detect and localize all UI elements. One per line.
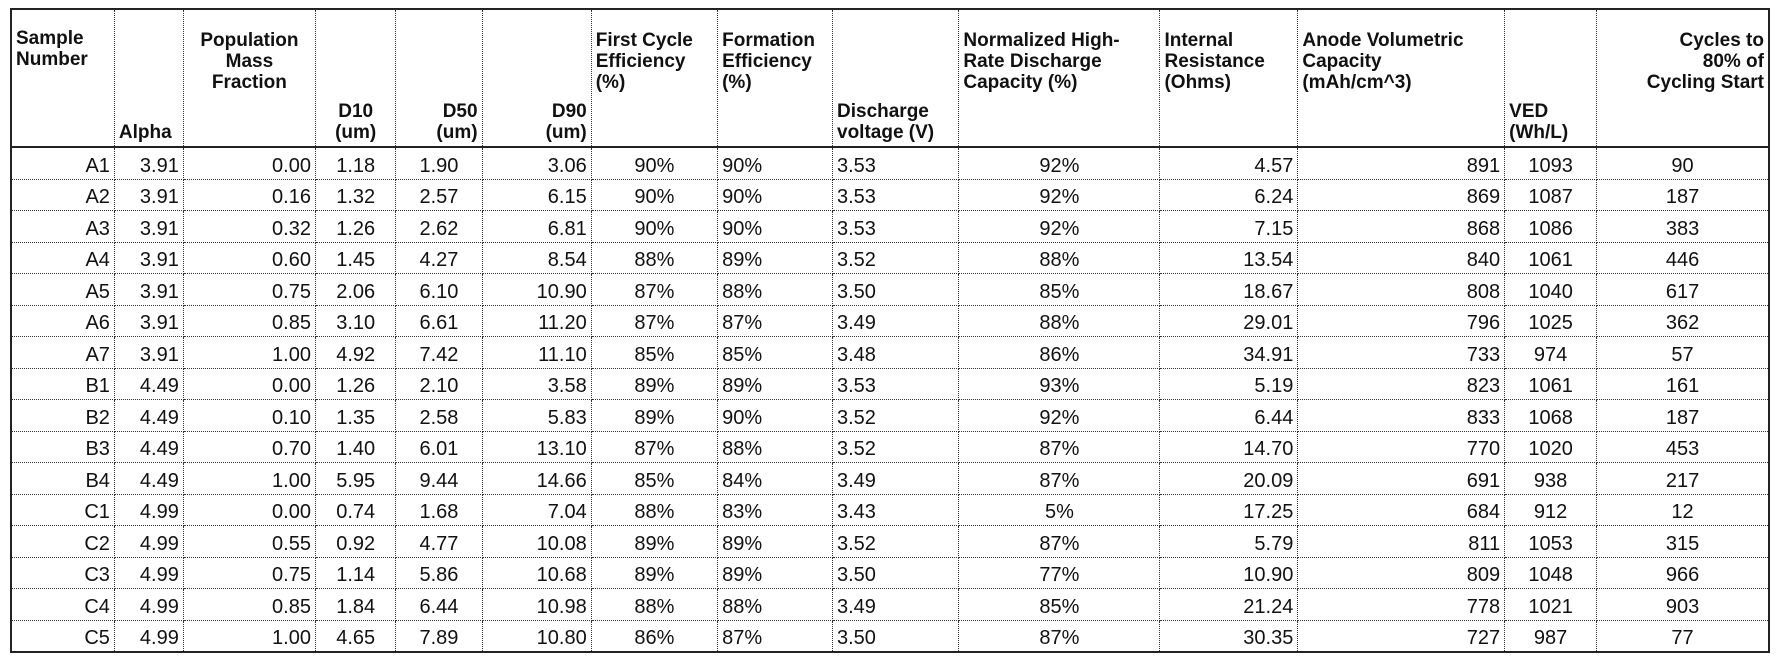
cell-anode-volumetric-capacity: 869 bbox=[1298, 179, 1505, 211]
cell-discharge-voltage: 3.50 bbox=[833, 620, 959, 652]
cell-first-cycle-efficiency: 90% bbox=[591, 179, 717, 211]
cell-population-mass-fraction: 0.16 bbox=[183, 179, 315, 211]
cell-cycles-to-80-percent: 187 bbox=[1597, 179, 1769, 211]
cell-anode-volumetric-capacity: 808 bbox=[1298, 274, 1505, 306]
cell-internal-resistance: 5.19 bbox=[1160, 368, 1298, 400]
cell-d10: 5.95 bbox=[315, 463, 395, 495]
data-table bbox=[10, 8, 1770, 653]
cell-cycles-to-80-percent: 446 bbox=[1597, 242, 1769, 274]
cell-d90: 10.68 bbox=[482, 557, 591, 589]
header-d10: D10 (um) bbox=[315, 9, 395, 147]
cell-alpha: 3.91 bbox=[114, 211, 183, 243]
cell-d50: 7.42 bbox=[396, 337, 482, 369]
cell-d90: 6.15 bbox=[482, 179, 591, 211]
cell-anode-volumetric-capacity: 684 bbox=[1298, 494, 1505, 526]
cell-d10: 0.74 bbox=[315, 494, 395, 526]
cell-alpha: 3.91 bbox=[114, 242, 183, 274]
table-row bbox=[11, 557, 1769, 589]
cell-alpha: 4.99 bbox=[114, 589, 183, 621]
cell-alpha: 4.99 bbox=[114, 557, 183, 589]
cell-d10: 2.06 bbox=[315, 274, 395, 306]
cell-normalized-high-rate-discharge-capacity: 77% bbox=[959, 557, 1160, 589]
cell-d90: 6.81 bbox=[482, 211, 591, 243]
cell-ved: 987 bbox=[1505, 620, 1597, 652]
table-row bbox=[11, 620, 1769, 652]
header-first-cycle-efficiency: First Cycle Efficiency (%) bbox=[591, 9, 717, 147]
cell-formation-efficiency: 83% bbox=[718, 494, 833, 526]
cell-formation-efficiency: 90% bbox=[718, 400, 833, 432]
header-d50: D50 (um) bbox=[396, 9, 482, 147]
cell-cycles-to-80-percent: 90 bbox=[1597, 147, 1769, 179]
cell-sample-number: A3 bbox=[11, 211, 114, 243]
cell-d90: 10.80 bbox=[482, 620, 591, 652]
cell-ved: 1048 bbox=[1505, 557, 1597, 589]
cell-discharge-voltage: 3.48 bbox=[833, 337, 959, 369]
cell-internal-resistance: 20.09 bbox=[1160, 463, 1298, 495]
cell-anode-volumetric-capacity: 823 bbox=[1298, 368, 1505, 400]
cell-discharge-voltage: 3.49 bbox=[833, 305, 959, 337]
cell-internal-resistance: 6.24 bbox=[1160, 179, 1298, 211]
cell-internal-resistance: 4.57 bbox=[1160, 147, 1298, 179]
cell-d10: 1.26 bbox=[315, 368, 395, 400]
cell-cycles-to-80-percent: 903 bbox=[1597, 589, 1769, 621]
cell-alpha: 3.91 bbox=[114, 179, 183, 211]
cell-d90: 14.66 bbox=[482, 463, 591, 495]
cell-internal-resistance: 14.70 bbox=[1160, 431, 1298, 463]
cell-normalized-high-rate-discharge-capacity: 92% bbox=[959, 179, 1160, 211]
cell-internal-resistance: 6.44 bbox=[1160, 400, 1298, 432]
cell-normalized-high-rate-discharge-capacity: 88% bbox=[959, 242, 1160, 274]
cell-sample-number: B2 bbox=[11, 400, 114, 432]
cell-formation-efficiency: 87% bbox=[718, 305, 833, 337]
cell-population-mass-fraction: 0.70 bbox=[183, 431, 315, 463]
table-row bbox=[11, 305, 1769, 337]
cell-ved: 1040 bbox=[1505, 274, 1597, 306]
table-container bbox=[10, 8, 1770, 653]
cell-first-cycle-efficiency: 89% bbox=[591, 526, 717, 558]
cell-d10: 3.10 bbox=[315, 305, 395, 337]
cell-discharge-voltage: 3.52 bbox=[833, 242, 959, 274]
cell-first-cycle-efficiency: 88% bbox=[591, 589, 717, 621]
cell-first-cycle-efficiency: 89% bbox=[591, 557, 717, 589]
cell-formation-efficiency: 89% bbox=[718, 557, 833, 589]
cell-d10: 1.14 bbox=[315, 557, 395, 589]
cell-ved: 1025 bbox=[1505, 305, 1597, 337]
cell-formation-efficiency: 90% bbox=[718, 147, 833, 179]
cell-ved: 1068 bbox=[1505, 400, 1597, 432]
cell-cycles-to-80-percent: 453 bbox=[1597, 431, 1769, 463]
cell-d10: 1.35 bbox=[315, 400, 395, 432]
cell-d50: 6.10 bbox=[396, 274, 482, 306]
cell-d50: 2.62 bbox=[396, 211, 482, 243]
table-body bbox=[11, 147, 1769, 652]
cell-discharge-voltage: 3.53 bbox=[833, 211, 959, 243]
cell-d50: 9.44 bbox=[396, 463, 482, 495]
cell-ved: 1087 bbox=[1505, 179, 1597, 211]
cell-population-mass-fraction: 0.75 bbox=[183, 274, 315, 306]
cell-normalized-high-rate-discharge-capacity: 87% bbox=[959, 463, 1160, 495]
cell-first-cycle-efficiency: 87% bbox=[591, 274, 717, 306]
cell-discharge-voltage: 3.50 bbox=[833, 557, 959, 589]
cell-formation-efficiency: 90% bbox=[718, 211, 833, 243]
cell-anode-volumetric-capacity: 868 bbox=[1298, 211, 1505, 243]
cell-normalized-high-rate-discharge-capacity: 85% bbox=[959, 589, 1160, 621]
header-internal-resistance: Internal Resistance (Ohms) bbox=[1160, 9, 1298, 147]
cell-d90: 3.58 bbox=[482, 368, 591, 400]
cell-alpha: 3.91 bbox=[114, 274, 183, 306]
cell-ved: 1020 bbox=[1505, 431, 1597, 463]
cell-discharge-voltage: 3.53 bbox=[833, 179, 959, 211]
table-row bbox=[11, 463, 1769, 495]
cell-discharge-voltage: 3.49 bbox=[833, 589, 959, 621]
header-anode-volumetric-capacity: Anode Volumetric Capacity (mAh/cm^3) bbox=[1298, 9, 1505, 147]
cell-ved: 1053 bbox=[1505, 526, 1597, 558]
cell-sample-number: B3 bbox=[11, 431, 114, 463]
cell-cycles-to-80-percent: 383 bbox=[1597, 211, 1769, 243]
cell-formation-efficiency: 89% bbox=[718, 526, 833, 558]
cell-discharge-voltage: 3.52 bbox=[833, 431, 959, 463]
cell-cycles-to-80-percent: 57 bbox=[1597, 337, 1769, 369]
cell-alpha: 4.49 bbox=[114, 368, 183, 400]
cell-discharge-voltage: 3.50 bbox=[833, 274, 959, 306]
cell-d10: 1.18 bbox=[315, 147, 395, 179]
cell-d90: 3.06 bbox=[482, 147, 591, 179]
cell-ved: 1086 bbox=[1505, 211, 1597, 243]
cell-ved: 912 bbox=[1505, 494, 1597, 526]
header-cycles-to-80-percent: Cycles to 80% of Cycling Start bbox=[1597, 9, 1769, 147]
cell-formation-efficiency: 84% bbox=[718, 463, 833, 495]
cell-population-mass-fraction: 0.32 bbox=[183, 211, 315, 243]
cell-d10: 1.45 bbox=[315, 242, 395, 274]
cell-d50: 2.10 bbox=[396, 368, 482, 400]
cell-d10: 1.26 bbox=[315, 211, 395, 243]
cell-alpha: 4.99 bbox=[114, 494, 183, 526]
cell-formation-efficiency: 85% bbox=[718, 337, 833, 369]
cell-discharge-voltage: 3.53 bbox=[833, 368, 959, 400]
cell-ved: 974 bbox=[1505, 337, 1597, 369]
cell-ved: 1021 bbox=[1505, 589, 1597, 621]
cell-d90: 10.98 bbox=[482, 589, 591, 621]
cell-sample-number: C3 bbox=[11, 557, 114, 589]
header-alpha: Alpha bbox=[114, 9, 183, 147]
cell-anode-volumetric-capacity: 770 bbox=[1298, 431, 1505, 463]
cell-sample-number: C1 bbox=[11, 494, 114, 526]
cell-d50: 5.86 bbox=[396, 557, 482, 589]
cell-d10: 4.92 bbox=[315, 337, 395, 369]
cell-discharge-voltage: 3.43 bbox=[833, 494, 959, 526]
cell-cycles-to-80-percent: 12 bbox=[1597, 494, 1769, 526]
cell-sample-number: A1 bbox=[11, 147, 114, 179]
header-normalized-high-rate-discharge-capacity: Normalized High- Rate Discharge Capacity (%) bbox=[959, 9, 1160, 147]
cell-first-cycle-efficiency: 88% bbox=[591, 242, 717, 274]
cell-d50: 4.27 bbox=[396, 242, 482, 274]
cell-first-cycle-efficiency: 90% bbox=[591, 147, 717, 179]
cell-normalized-high-rate-discharge-capacity: 93% bbox=[959, 368, 1160, 400]
table-row bbox=[11, 242, 1769, 274]
cell-sample-number: A4 bbox=[11, 242, 114, 274]
cell-population-mass-fraction: 0.60 bbox=[183, 242, 315, 274]
cell-cycles-to-80-percent: 187 bbox=[1597, 400, 1769, 432]
cell-d50: 1.90 bbox=[396, 147, 482, 179]
cell-normalized-high-rate-discharge-capacity: 85% bbox=[959, 274, 1160, 306]
cell-population-mass-fraction: 0.55 bbox=[183, 526, 315, 558]
cell-alpha: 3.91 bbox=[114, 305, 183, 337]
cell-alpha: 3.91 bbox=[114, 337, 183, 369]
header-population-mass-fraction: Population Mass Fraction bbox=[183, 9, 315, 147]
cell-d90: 11.20 bbox=[482, 305, 591, 337]
cell-internal-resistance: 30.35 bbox=[1160, 620, 1298, 652]
cell-population-mass-fraction: 0.10 bbox=[183, 400, 315, 432]
cell-internal-resistance: 29.01 bbox=[1160, 305, 1298, 337]
cell-sample-number: C5 bbox=[11, 620, 114, 652]
cell-cycles-to-80-percent: 161 bbox=[1597, 368, 1769, 400]
table-row bbox=[11, 337, 1769, 369]
cell-formation-efficiency: 89% bbox=[718, 242, 833, 274]
cell-normalized-high-rate-discharge-capacity: 92% bbox=[959, 400, 1160, 432]
cell-d10: 1.32 bbox=[315, 179, 395, 211]
cell-internal-resistance: 21.24 bbox=[1160, 589, 1298, 621]
cell-d50: 2.58 bbox=[396, 400, 482, 432]
cell-population-mass-fraction: 0.00 bbox=[183, 147, 315, 179]
cell-anode-volumetric-capacity: 733 bbox=[1298, 337, 1505, 369]
cell-normalized-high-rate-discharge-capacity: 87% bbox=[959, 620, 1160, 652]
header-sample-number: Sample Number bbox=[11, 9, 114, 147]
cell-normalized-high-rate-discharge-capacity: 88% bbox=[959, 305, 1160, 337]
cell-formation-efficiency: 89% bbox=[718, 368, 833, 400]
cell-d50: 7.89 bbox=[396, 620, 482, 652]
cell-internal-resistance: 17.25 bbox=[1160, 494, 1298, 526]
header-ved: VED (Wh/L) bbox=[1505, 9, 1597, 147]
table-row bbox=[11, 400, 1769, 432]
cell-cycles-to-80-percent: 617 bbox=[1597, 274, 1769, 306]
cell-internal-resistance: 18.67 bbox=[1160, 274, 1298, 306]
cell-d90: 8.54 bbox=[482, 242, 591, 274]
cell-formation-efficiency: 88% bbox=[718, 431, 833, 463]
cell-sample-number: A7 bbox=[11, 337, 114, 369]
cell-alpha: 4.99 bbox=[114, 620, 183, 652]
cell-anode-volumetric-capacity: 796 bbox=[1298, 305, 1505, 337]
cell-anode-volumetric-capacity: 840 bbox=[1298, 242, 1505, 274]
cell-alpha: 3.91 bbox=[114, 147, 183, 179]
cell-internal-resistance: 10.90 bbox=[1160, 557, 1298, 589]
cell-normalized-high-rate-discharge-capacity: 87% bbox=[959, 431, 1160, 463]
cell-sample-number: C2 bbox=[11, 526, 114, 558]
cell-ved: 1093 bbox=[1505, 147, 1597, 179]
header-d90: D90 (um) bbox=[482, 9, 591, 147]
table-row bbox=[11, 179, 1769, 211]
cell-sample-number: A5 bbox=[11, 274, 114, 306]
cell-d90: 13.10 bbox=[482, 431, 591, 463]
cell-formation-efficiency: 88% bbox=[718, 274, 833, 306]
cell-population-mass-fraction: 1.00 bbox=[183, 463, 315, 495]
cell-first-cycle-efficiency: 87% bbox=[591, 305, 717, 337]
cell-cycles-to-80-percent: 362 bbox=[1597, 305, 1769, 337]
cell-anode-volumetric-capacity: 809 bbox=[1298, 557, 1505, 589]
cell-population-mass-fraction: 0.85 bbox=[183, 305, 315, 337]
cell-discharge-voltage: 3.52 bbox=[833, 526, 959, 558]
cell-formation-efficiency: 87% bbox=[718, 620, 833, 652]
cell-d10: 1.40 bbox=[315, 431, 395, 463]
cell-population-mass-fraction: 0.00 bbox=[183, 494, 315, 526]
cell-d90: 5.83 bbox=[482, 400, 591, 432]
cell-discharge-voltage: 3.49 bbox=[833, 463, 959, 495]
cell-d50: 6.44 bbox=[396, 589, 482, 621]
header-discharge-voltage: Discharge voltage (V) bbox=[833, 9, 959, 147]
cell-d50: 4.77 bbox=[396, 526, 482, 558]
cell-cycles-to-80-percent: 77 bbox=[1597, 620, 1769, 652]
cell-sample-number: B4 bbox=[11, 463, 114, 495]
cell-discharge-voltage: 3.53 bbox=[833, 147, 959, 179]
cell-normalized-high-rate-discharge-capacity: 87% bbox=[959, 526, 1160, 558]
cell-d50: 6.01 bbox=[396, 431, 482, 463]
cell-discharge-voltage: 3.52 bbox=[833, 400, 959, 432]
cell-d50: 6.61 bbox=[396, 305, 482, 337]
cell-d50: 1.68 bbox=[396, 494, 482, 526]
header-formation-efficiency: Formation Efficiency (%) bbox=[718, 9, 833, 147]
cell-anode-volumetric-capacity: 727 bbox=[1298, 620, 1505, 652]
cell-alpha: 4.99 bbox=[114, 526, 183, 558]
table-row bbox=[11, 431, 1769, 463]
cell-population-mass-fraction: 0.85 bbox=[183, 589, 315, 621]
cell-cycles-to-80-percent: 217 bbox=[1597, 463, 1769, 495]
cell-first-cycle-efficiency: 89% bbox=[591, 400, 717, 432]
table-row bbox=[11, 494, 1769, 526]
cell-formation-efficiency: 88% bbox=[718, 589, 833, 621]
table-row bbox=[11, 211, 1769, 243]
cell-sample-number: B1 bbox=[11, 368, 114, 400]
table-row bbox=[11, 526, 1769, 558]
cell-d90: 7.04 bbox=[482, 494, 591, 526]
cell-normalized-high-rate-discharge-capacity: 92% bbox=[959, 147, 1160, 179]
cell-population-mass-fraction: 1.00 bbox=[183, 620, 315, 652]
table-row bbox=[11, 147, 1769, 179]
cell-first-cycle-efficiency: 86% bbox=[591, 620, 717, 652]
cell-internal-resistance: 13.54 bbox=[1160, 242, 1298, 274]
cell-formation-efficiency: 90% bbox=[718, 179, 833, 211]
cell-ved: 1061 bbox=[1505, 368, 1597, 400]
cell-internal-resistance: 5.79 bbox=[1160, 526, 1298, 558]
cell-d90: 10.90 bbox=[482, 274, 591, 306]
cell-d10: 4.65 bbox=[315, 620, 395, 652]
cell-normalized-high-rate-discharge-capacity: 5% bbox=[959, 494, 1160, 526]
cell-first-cycle-efficiency: 87% bbox=[591, 431, 717, 463]
cell-first-cycle-efficiency: 90% bbox=[591, 211, 717, 243]
cell-first-cycle-efficiency: 85% bbox=[591, 337, 717, 369]
cell-d10: 0.92 bbox=[315, 526, 395, 558]
cell-alpha: 4.49 bbox=[114, 431, 183, 463]
cell-first-cycle-efficiency: 88% bbox=[591, 494, 717, 526]
cell-d50: 2.57 bbox=[396, 179, 482, 211]
cell-d90: 11.10 bbox=[482, 337, 591, 369]
cell-population-mass-fraction: 0.00 bbox=[183, 368, 315, 400]
cell-normalized-high-rate-discharge-capacity: 92% bbox=[959, 211, 1160, 243]
cell-ved: 938 bbox=[1505, 463, 1597, 495]
cell-ved: 1061 bbox=[1505, 242, 1597, 274]
table-row bbox=[11, 274, 1769, 306]
cell-anode-volumetric-capacity: 891 bbox=[1298, 147, 1505, 179]
cell-sample-number: A2 bbox=[11, 179, 114, 211]
cell-first-cycle-efficiency: 85% bbox=[591, 463, 717, 495]
cell-internal-resistance: 7.15 bbox=[1160, 211, 1298, 243]
cell-population-mass-fraction: 1.00 bbox=[183, 337, 315, 369]
cell-sample-number: C4 bbox=[11, 589, 114, 621]
cell-anode-volumetric-capacity: 691 bbox=[1298, 463, 1505, 495]
table-row bbox=[11, 368, 1769, 400]
cell-internal-resistance: 34.91 bbox=[1160, 337, 1298, 369]
cell-cycles-to-80-percent: 315 bbox=[1597, 526, 1769, 558]
cell-alpha: 4.49 bbox=[114, 400, 183, 432]
cell-normalized-high-rate-discharge-capacity: 86% bbox=[959, 337, 1160, 369]
table-row bbox=[11, 589, 1769, 621]
header-row bbox=[11, 9, 1769, 147]
cell-anode-volumetric-capacity: 811 bbox=[1298, 526, 1505, 558]
cell-alpha: 4.49 bbox=[114, 463, 183, 495]
cell-anode-volumetric-capacity: 833 bbox=[1298, 400, 1505, 432]
cell-anode-volumetric-capacity: 778 bbox=[1298, 589, 1505, 621]
cell-sample-number: A6 bbox=[11, 305, 114, 337]
cell-d10: 1.84 bbox=[315, 589, 395, 621]
cell-first-cycle-efficiency: 89% bbox=[591, 368, 717, 400]
cell-d90: 10.08 bbox=[482, 526, 591, 558]
cell-population-mass-fraction: 0.75 bbox=[183, 557, 315, 589]
cell-cycles-to-80-percent: 966 bbox=[1597, 557, 1769, 589]
